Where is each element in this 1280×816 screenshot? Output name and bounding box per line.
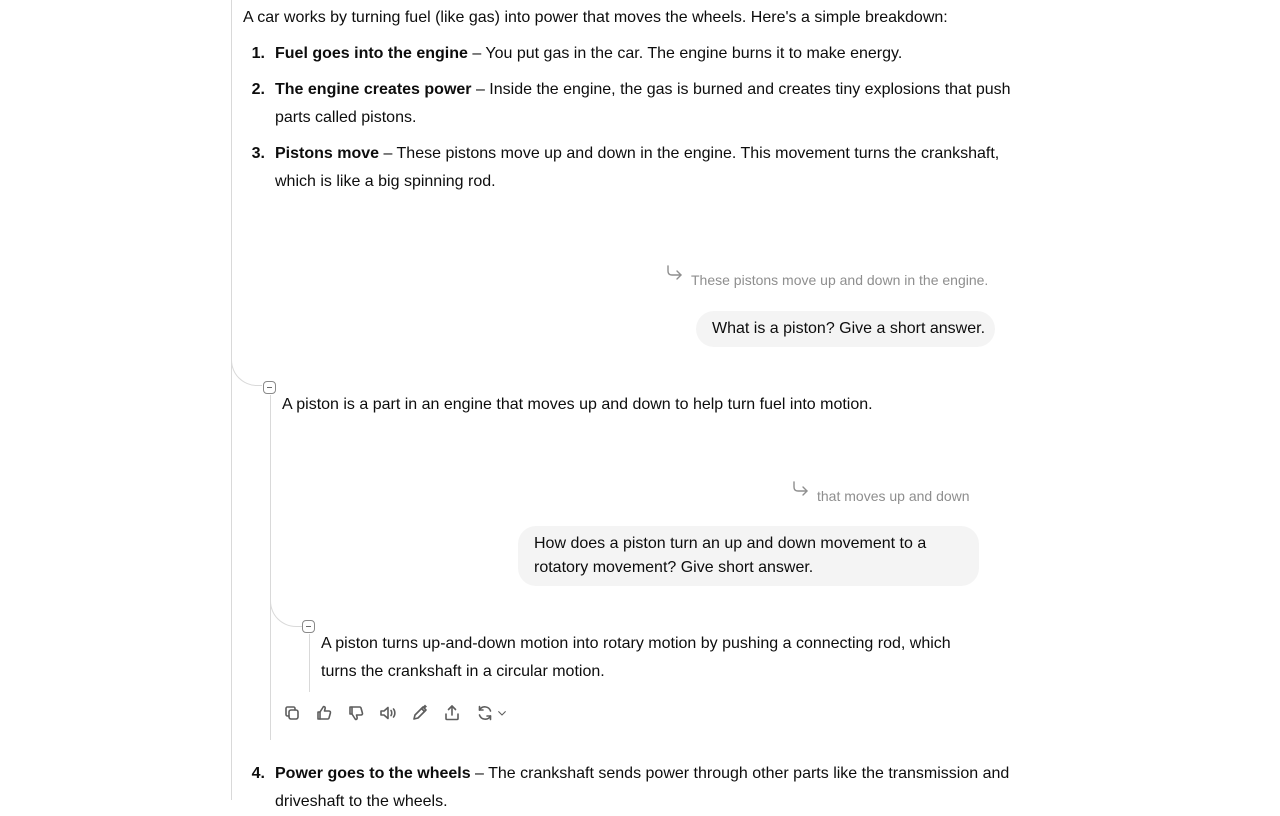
regenerate-button[interactable] [473, 702, 511, 724]
list-item-continuation: parts called pistons. [275, 109, 417, 126]
list-item-title: Fuel goes into the engine [275, 45, 468, 62]
assistant-answer-2-line2: turns the crankshaft in a circular motion. [321, 663, 605, 680]
list-item-title: Power goes to the wheels [275, 765, 471, 782]
list-item-continuation: which is like a big spinning rod. [275, 173, 496, 190]
edit-button[interactable] [409, 702, 431, 724]
list-item-text [275, 140, 999, 168]
list-item-text [275, 76, 1011, 104]
thread-line-level2 [309, 634, 310, 692]
reply-arrow-icon [792, 480, 810, 501]
thread-branch-2 [270, 590, 303, 627]
thumbs-down-icon [347, 704, 365, 722]
list-item-body: – These pistons move up and down in the engine. This movement turns the crankshaft, [379, 145, 1000, 162]
thread-line-main [231, 0, 232, 800]
dislike-button[interactable] [345, 702, 367, 724]
user-message-2 [518, 526, 979, 586]
regenerate-icon [476, 704, 494, 722]
copy-icon [283, 704, 301, 722]
list-item-body: – You put gas in the car. The engine burns it to make energy. [467, 45, 903, 62]
share-button[interactable] [441, 702, 463, 724]
list-item-text [275, 760, 1009, 788]
list-number: 3. [251, 145, 265, 162]
list-number: 2. [251, 81, 265, 98]
quoted-text-1: These pistons move up and down in the engine. [691, 272, 989, 288]
assistant-answer-1: A piston is a part in an engine that moves up and down to help turn fuel into motion. [282, 396, 873, 413]
user-message-text-line1: How does a piston turn an up and down movement to a [534, 535, 927, 552]
quoted-text-2: that moves up and down [817, 488, 970, 504]
speaker-icon [379, 704, 397, 722]
collapse-thread-2-button[interactable] [302, 620, 315, 633]
list-number: 4. [251, 765, 265, 782]
list-item-body: – Inside the engine, the gas is burned and creates tiny explosions that push [471, 81, 1011, 98]
thread-line-level1 [270, 395, 271, 740]
like-button[interactable] [313, 702, 335, 724]
pen-icon [411, 704, 429, 722]
list-item-title: The engine creates power [275, 81, 472, 98]
assistant-answer-2-line1: A piston turns up-and-down motion into rotary motion by pushing a connecting rod, which [321, 635, 951, 652]
share-icon [443, 704, 461, 722]
user-message-text-line2: rotatory movement? Give short answer. [534, 559, 814, 576]
reply-arrow-icon [666, 264, 684, 285]
list-number: 1. [251, 45, 265, 62]
user-message-1 [696, 311, 995, 347]
user-message-text: What is a piston? Give a short answer. [712, 320, 986, 337]
list-item-continuation: driveshaft to the wheels. [275, 793, 448, 810]
collapse-thread-1-button[interactable] [263, 381, 276, 394]
copy-button[interactable] [281, 702, 303, 724]
thread-branch-1 [231, 345, 262, 386]
list-item-text [275, 40, 902, 68]
intro-text: A car works by turning fuel (like gas) into power that moves the wheels. Here's a simple breakdown: [243, 9, 948, 26]
thumbs-up-icon [315, 704, 333, 722]
list-item-title: Pistons move [275, 145, 380, 162]
list-item-body: – The crankshaft sends power through other parts like the transmission and [470, 765, 1010, 782]
read-aloud-button[interactable] [377, 702, 399, 724]
chevron-down-icon [496, 707, 508, 719]
